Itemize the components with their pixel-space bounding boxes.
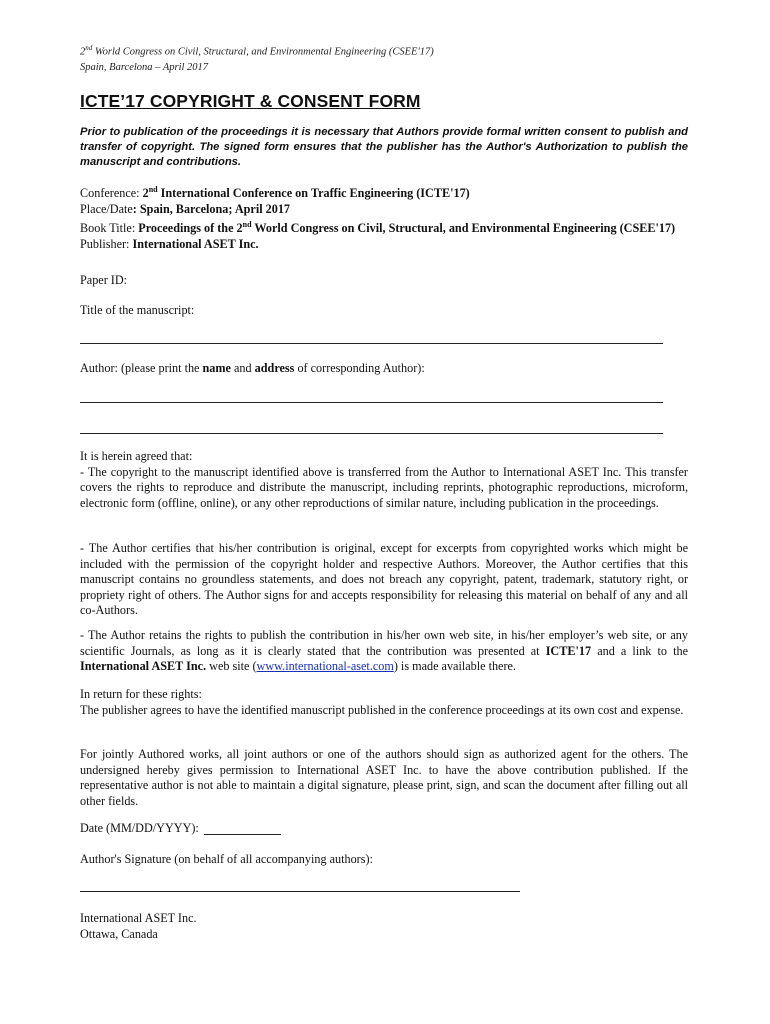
- running-header: [80, 41, 434, 75]
- author-name-field[interactable]: [80, 402, 663, 403]
- intro-paragraph: Prior to publication of the proceedings it is necessary that Authors provide formal written consent to publish and transfer of copyright. The signed form ensures that the publisher has the Author's Authorization to publish the manuscript and contributions.: [80, 126, 688, 168]
- agreement-paragraph-2: - The Author certifies that his/her contribution is original, except for excerpts from copyrighted works which might be included with the permission of the copyright holder and respective Authors. Moreover, the Author certifies that this manuscript contains no groundless statements, and does not breach any copyright, patent, trademark, statutory right, or propriety right of others. The Author signs for and accepts responsibility for releasing this material on behalf of any and all co-Authors.: [80, 541, 688, 617]
- header-line-2: Spain, Barcelona – April 2017: [80, 61, 209, 73]
- author-address-field[interactable]: [80, 433, 663, 434]
- agreement-paragraph-1: - The copyright to the manuscript identified above is transferred from the Author to International ASET Inc. This transfer covers the rights to reproduce and distribute the manuscript, including reprints, photographic reproductions, microform, electronic form (offline, online), or any other reproductions of similar nature, including publication in the proceedings.: [80, 464, 688, 510]
- agreement-intro: It is herein agreed that:: [80, 449, 193, 463]
- footer-city: Ottawa, Canada: [80, 927, 158, 941]
- date-label: Date (MM/DD/YYYY):: [80, 821, 199, 835]
- paper-id-label: Paper ID:: [80, 273, 128, 287]
- conference-line: Conference: 2nd International Conference on Traffic Engineering (ICTE'17): [80, 185, 470, 201]
- date-field[interactable]: [204, 834, 281, 835]
- joint-authors-paragraph: For jointly Authored works, all joint authors or one of the authors should sign as authorized agent for the others. The undersigned hereby gives permission to International ASET Inc. to have the above contribution published. If the representative author is not able to maintain a digital signature, please print, sign, and scan the document after filling out all other fields.: [80, 747, 688, 808]
- website-link[interactable]: www.international-aset.com: [256, 659, 394, 673]
- signature-field[interactable]: [80, 891, 520, 892]
- manuscript-title-field[interactable]: [80, 343, 663, 344]
- header-line-1: 2nd World Congress on Civil, Structural, and Environmental Engineering (CSEE'17): [80, 44, 434, 58]
- agreement-paragraph-3: - The Author retains the rights to publish the contribution in his/her own web site, in his/her employer’s web site, or any scientific Journals, as long as it is clearly stated that the contribution was presented at ICTE'17 and a link to the International ASET Inc. web site (www.international-aset.com) is made available there.: [80, 628, 688, 673]
- place-date-line: Place/Date: Spain, Barcelona; April 2017: [80, 201, 291, 216]
- conference-details: [80, 182, 688, 252]
- author-label: Author: (please print the name and address of corresponding Author):: [80, 361, 425, 375]
- footer-org: International ASET Inc.: [80, 911, 197, 925]
- manuscript-title-label: Title of the manuscript:: [80, 303, 195, 317]
- rights-line-1: In return for these rights:: [80, 687, 202, 701]
- publisher-line: Publisher: International ASET Inc.: [80, 236, 259, 251]
- rights-line-2: The publisher agrees to have the identified manuscript published in the conference proceedings at its own cost and expense.: [80, 702, 684, 717]
- signature-label: Author's Signature (on behalf of all accompanying authors):: [80, 852, 373, 866]
- page-title: ICTE’17 COPYRIGHT & CONSENT FORM: [80, 91, 421, 111]
- book-title-line: Book Title: Proceedings of the 2nd World Congress on Civil, Structural, and Environmental Engineering (CSEE'17): [80, 220, 676, 236]
